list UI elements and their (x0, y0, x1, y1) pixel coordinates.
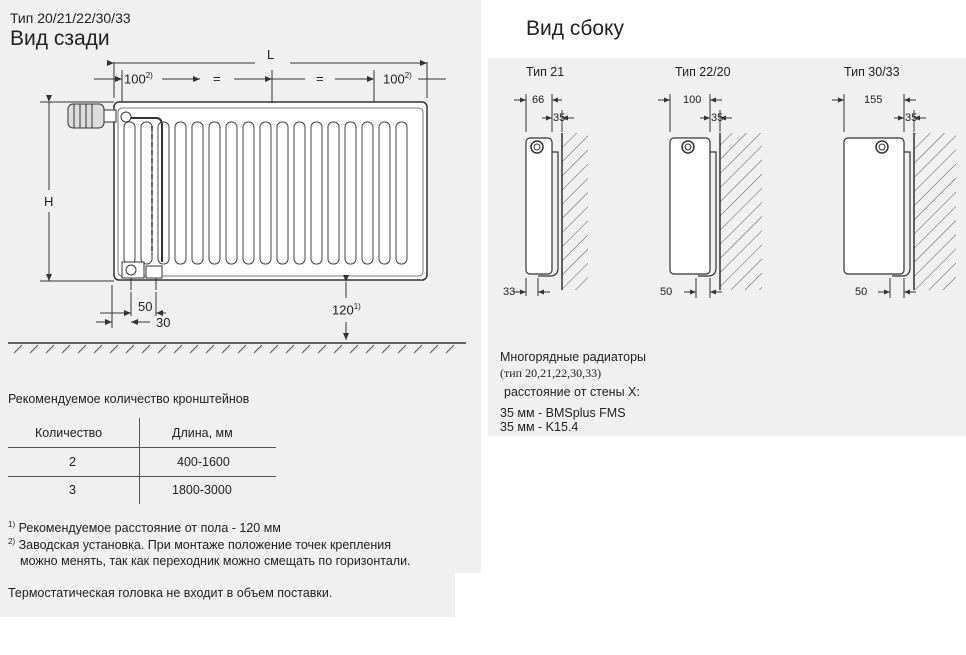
rear-view-drawing (0, 0, 481, 360)
dim-50: 50 (138, 299, 153, 314)
side-3-depth: 155 (864, 94, 883, 106)
note-types: (тип 20,21,22,30,33) (500, 366, 602, 380)
table-col-divider (139, 418, 140, 504)
dim-eq-2: = (316, 71, 324, 86)
side-3-bottom: 50 (855, 286, 868, 298)
table-cell: 3 (69, 483, 76, 497)
side-3-gap: 35 (905, 112, 918, 124)
note-title: Многорядные радиаторы (500, 350, 647, 364)
table-divider (8, 476, 276, 477)
side-type-21: Тип 21 (526, 65, 565, 79)
dim-eq-1: = (213, 71, 221, 86)
dim-L: L (267, 47, 275, 62)
rear-view-title: Вид сзади (10, 27, 110, 50)
table-header-count: Количество (35, 426, 103, 440)
note-distance: расстояние от стены Х: (504, 385, 640, 399)
side-type-30-33: Тип 30/33 (844, 65, 900, 79)
dim-H: H (44, 194, 54, 209)
side-2-gap: 35 (711, 112, 724, 124)
side-1-gap: 35 (553, 112, 566, 124)
dim-left-offset: 100$^{2)}$ (124, 71, 153, 87)
type-label: Тип 20/21/22/30/33 (10, 10, 131, 26)
footnote-1: $^{1)}$ Рекомендуемое расстояние от пола - 120 мм (8, 520, 281, 536)
side-1-depth: 66 (532, 94, 545, 106)
side-2-depth: 100 (683, 94, 702, 106)
dim-floor: 120$^{1)}$ (332, 302, 361, 318)
footnote-2-continued: можно менять, так как переходник можно смещать по горизонтали. (20, 554, 411, 568)
thermo-note: Термостатическая головка не входит в объем поставки. (8, 586, 333, 600)
dim-right-offset: 100$^{2)}$ (383, 71, 412, 87)
table-header-length: Длина, мм (172, 426, 233, 440)
table-cell: 2 (69, 455, 76, 469)
side-type-22-20: Тип 22/20 (675, 65, 731, 79)
footnote-2: $^{2)}$ Заводская установка. При монтаже положение точек крепления (8, 537, 391, 553)
note-line-1: 35 мм - BMSplus FMS (500, 406, 626, 420)
table-cell: 400-1600 (177, 455, 230, 469)
table-divider (8, 447, 276, 448)
side-view-title: Вид сбоку (526, 17, 624, 40)
table-cell: 1800-3000 (172, 483, 232, 497)
brackets-title: Рекомендуемое количество кронштейнов (8, 392, 250, 406)
side-2-bottom: 50 (660, 286, 673, 298)
side-1-bottom: 33 (503, 286, 516, 298)
dim-30: 30 (156, 315, 171, 330)
note-line-2: 35 мм - K15.4 (500, 420, 579, 434)
